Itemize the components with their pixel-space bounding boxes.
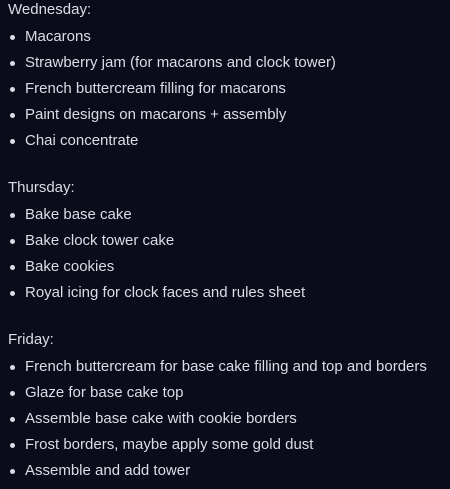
bullet-icon — [10, 443, 15, 448]
task-text: Strawberry jam (for macarons and clock tower) — [25, 54, 336, 71]
task-text: Bake base cake — [25, 206, 132, 223]
task-text: Royal icing for clock faces and rules sheet — [25, 284, 306, 301]
task-text: Macarons — [25, 28, 91, 45]
day-heading: Wednesday: — [8, 1, 92, 18]
day-heading: Friday: — [8, 331, 54, 348]
task-text: Frost borders, maybe apply some gold dust — [25, 436, 314, 453]
bullet-icon — [10, 365, 15, 370]
day-heading: Thursday: — [8, 179, 75, 196]
bullet-icon — [10, 265, 15, 270]
task-text: French buttercream filling for macarons — [25, 80, 286, 97]
bullet-icon — [10, 113, 15, 118]
bullet-icon — [10, 213, 15, 218]
bullet-icon — [10, 87, 15, 92]
task-text: Chai concentrate — [25, 132, 139, 149]
bullet-icon — [10, 417, 15, 422]
bullet-icon — [10, 391, 15, 396]
bullet-icon — [10, 139, 15, 144]
task-text: Assemble base cake with cookie borders — [25, 410, 297, 427]
bullet-icon — [10, 291, 15, 296]
bullet-icon — [10, 239, 15, 244]
task-text: Paint designs on macarons + assembly — [25, 106, 287, 123]
task-text: Assemble and add tower — [25, 462, 191, 479]
task-text: French buttercream for base cake filling and top and borders — [25, 358, 427, 375]
bullet-icon — [10, 61, 15, 66]
bullet-icon — [10, 35, 15, 40]
task-text: Bake cookies — [25, 258, 115, 275]
task-text: Glaze for base cake top — [25, 384, 184, 401]
bullet-icon — [10, 469, 15, 474]
task-text: Bake clock tower cake — [25, 232, 175, 249]
